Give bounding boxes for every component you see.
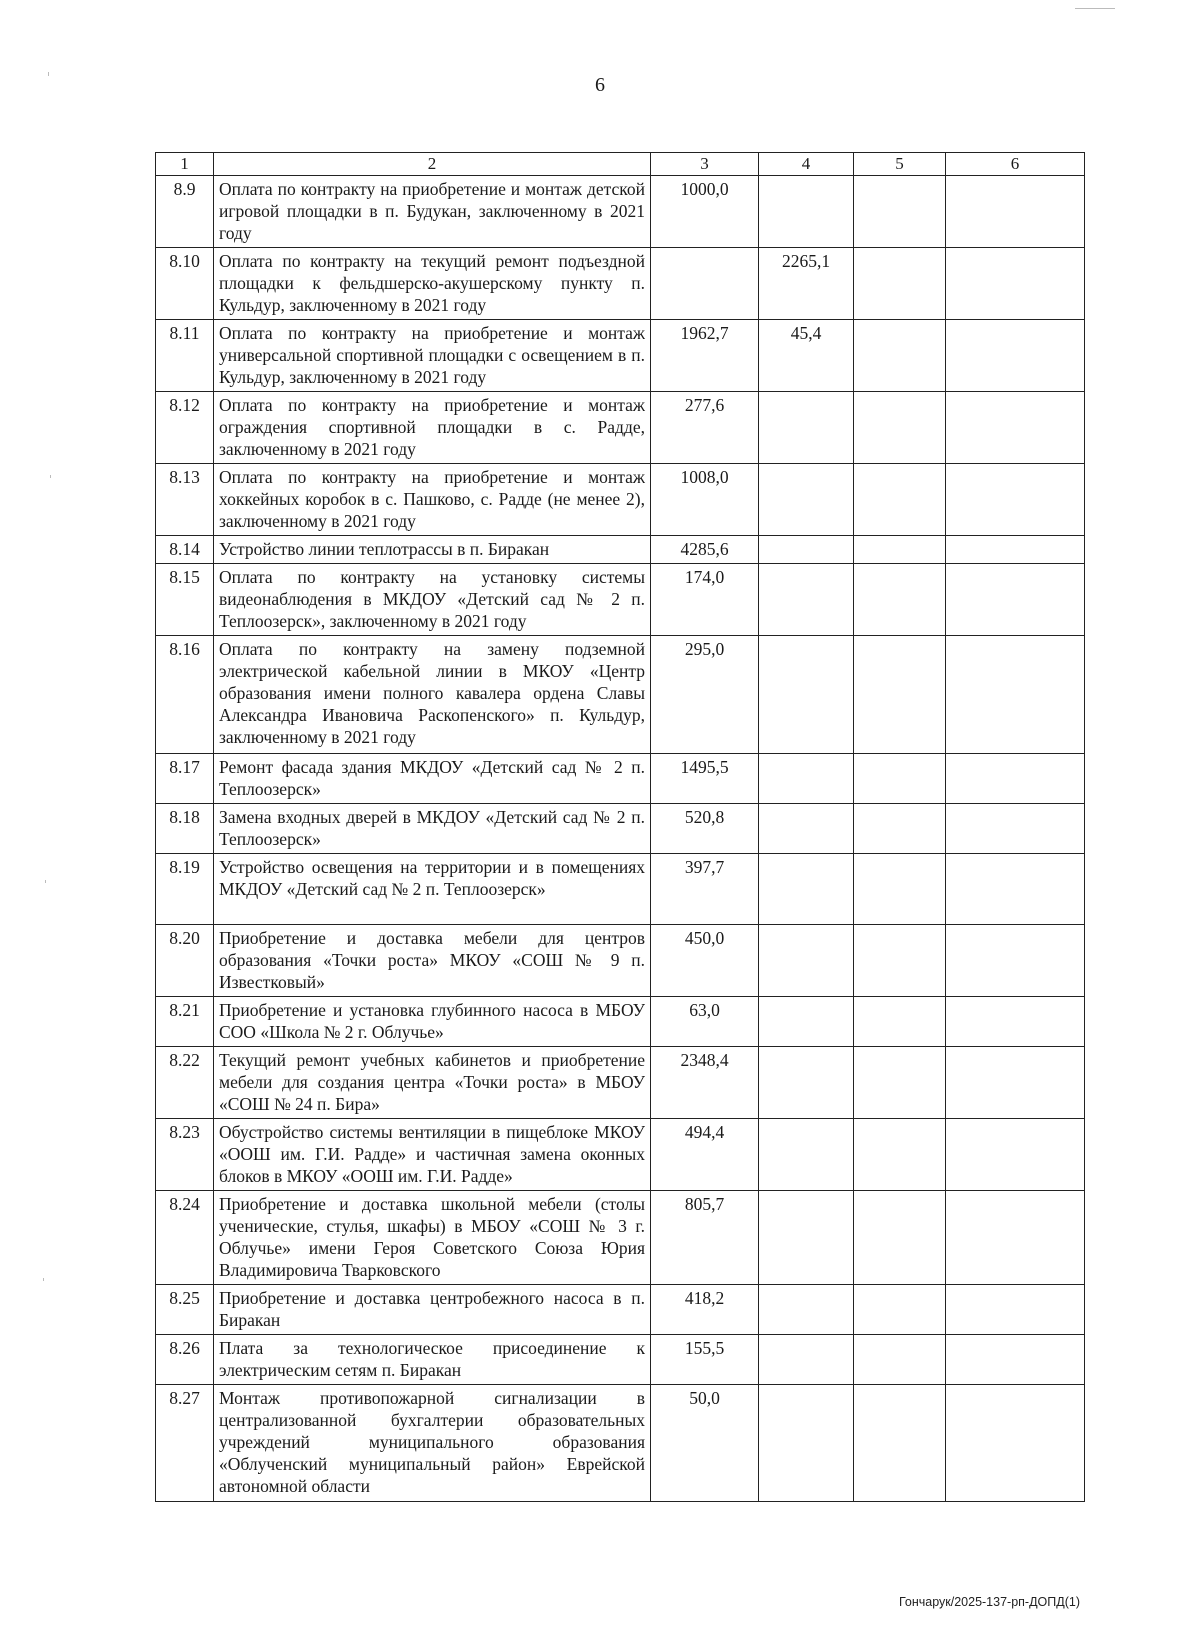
row-col6-value <box>946 1385 1085 1502</box>
row-col4-value <box>759 176 854 248</box>
row-number-cell: 8.25 <box>156 1285 214 1335</box>
row-col3-value: 1962,7 <box>651 320 759 392</box>
row-col6-value <box>946 925 1085 997</box>
row-description-cell: Оплата по контракту на приобретение и монтаж хоккейных коробок в с. Пашково, с. Радде (не менее 2), заключенному в 2021 году <box>214 464 651 536</box>
row-col4-value <box>759 854 854 925</box>
row-col5-value <box>854 754 946 804</box>
row-description-cell: Плата за технологическое присоединение к электрическим сетям п. Биракан <box>214 1335 651 1385</box>
row-col4-value <box>759 564 854 636</box>
row-col3-value <box>651 248 759 320</box>
row-number-cell: 8.24 <box>156 1191 214 1285</box>
row-col4-value <box>759 804 854 854</box>
row-col6-value <box>946 997 1085 1047</box>
row-number-cell: 8.13 <box>156 464 214 536</box>
row-number-cell: 8.18 <box>156 804 214 854</box>
row-col4-value: 2265,1 <box>759 248 854 320</box>
table-row <box>156 392 1085 464</box>
row-description-cell: Приобретение и установка глубинного насоса в МБОУ СОО «Школа № 2 г. Облучье» <box>214 997 651 1047</box>
table-header-row <box>156 153 1085 176</box>
table-row <box>156 464 1085 536</box>
row-number-cell: 8.16 <box>156 636 214 754</box>
row-number-cell: 8.15 <box>156 564 214 636</box>
row-col3-value: 418,2 <box>651 1285 759 1335</box>
document-code: Гончарук/2025-137-рп-ДОПД(1) <box>898 1595 1080 1609</box>
table-row <box>156 536 1085 564</box>
row-col5-value <box>854 1191 946 1285</box>
table-row <box>156 636 1085 754</box>
row-col4-value <box>759 536 854 564</box>
row-number-cell: 8.26 <box>156 1335 214 1385</box>
row-col3-value: 4285,6 <box>651 536 759 564</box>
row-col4-value <box>759 1191 854 1285</box>
row-number-cell: 8.11 <box>156 320 214 392</box>
row-col3-value: 1495,5 <box>651 754 759 804</box>
header-cell: 6 <box>946 153 1085 176</box>
row-number-cell: 8.14 <box>156 536 214 564</box>
row-col6-value <box>946 1047 1085 1119</box>
row-col6-value <box>946 536 1085 564</box>
row-description-cell: Оплата по контракту на установку системы видеонаблюдения в МКДОУ «Детский сад № 2 п. Теплоозерск», заключенному в 2021 году <box>214 564 651 636</box>
row-col5-value <box>854 536 946 564</box>
row-description-cell: Монтаж противопожарной сигнализации в централизованной бухгалтерии образовательных учреждений муниципального образования «Облученский муниципальный район» Еврейской автономной области <box>214 1385 651 1502</box>
row-col5-value <box>854 997 946 1047</box>
row-col6-value <box>946 248 1085 320</box>
row-number-cell: 8.19 <box>156 854 214 925</box>
row-col6-value <box>946 804 1085 854</box>
row-description-cell: Обустройство системы вентиляции в пищеблоке МКОУ «ООШ им. Г.И. Радде» и частичная замена оконных блоков в МКОУ «ООШ им. Г.И. Радде» <box>214 1119 651 1191</box>
table-row <box>156 1191 1085 1285</box>
row-col4-value <box>759 1285 854 1335</box>
row-col3-value: 295,0 <box>651 636 759 754</box>
row-number-cell: 8.9 <box>156 176 214 248</box>
row-col3-value: 2348,4 <box>651 1047 759 1119</box>
row-col3-value: 397,7 <box>651 854 759 925</box>
table-row <box>156 176 1085 248</box>
row-col4-value <box>759 464 854 536</box>
row-col6-value <box>946 464 1085 536</box>
row-col5-value <box>854 564 946 636</box>
table-row <box>156 1119 1085 1191</box>
row-description-cell: Оплата по контракту на приобретение и монтаж ограждения спортивной площадки в с. Радде, заключенному в 2021 году <box>214 392 651 464</box>
row-col6-value <box>946 754 1085 804</box>
row-col6-value <box>946 392 1085 464</box>
row-col5-value <box>854 636 946 754</box>
row-col5-value <box>854 1119 946 1191</box>
row-col6-value <box>946 1335 1085 1385</box>
row-description-cell: Замена входных дверей в МКДОУ «Детский сад № 2 п. Теплоозерск» <box>214 804 651 854</box>
table-row <box>156 925 1085 997</box>
row-col3-value: 494,4 <box>651 1119 759 1191</box>
table-row <box>156 1335 1085 1385</box>
row-number-cell: 8.27 <box>156 1385 214 1502</box>
row-col3-value: 1000,0 <box>651 176 759 248</box>
table-row <box>156 320 1085 392</box>
row-description-cell: Оплата по контракту на замену подземной электрической кабельной линии в МКОУ «Центр образования имени полного кавалера ордена Славы Александра Ивановича Раскопенского» п. Кульдур, заключенному в 2021 году <box>214 636 651 754</box>
row-number-cell: 8.22 <box>156 1047 214 1119</box>
row-col4-value <box>759 997 854 1047</box>
row-number-cell: 8.12 <box>156 392 214 464</box>
row-col5-value <box>854 320 946 392</box>
row-col5-value <box>854 925 946 997</box>
row-col5-value <box>854 1385 946 1502</box>
table-row <box>156 248 1085 320</box>
row-description-cell: Устройство освещения на территории и в помещениях МКДОУ «Детский сад № 2 п. Теплоозерск» <box>214 854 651 925</box>
row-col6-value <box>946 854 1085 925</box>
row-description-cell: Ремонт фасада здания МКДОУ «Детский сад № 2 п. Теплоозерск» <box>214 754 651 804</box>
row-col4-value <box>759 1385 854 1502</box>
row-col5-value <box>854 248 946 320</box>
row-number-cell: 8.21 <box>156 997 214 1047</box>
table-row <box>156 1285 1085 1335</box>
row-col4-value <box>759 754 854 804</box>
row-col3-value: 155,5 <box>651 1335 759 1385</box>
row-number-cell: 8.10 <box>156 248 214 320</box>
row-description-cell: Приобретение и доставка центробежного насоса в п. Биракан <box>214 1285 651 1335</box>
row-col5-value <box>854 392 946 464</box>
row-description-cell: Приобретение и доставка мебели для центров образования «Точки роста» МКОУ «СОШ № 9 п. Известковый» <box>214 925 651 997</box>
row-col6-value <box>946 636 1085 754</box>
row-col3-value: 805,7 <box>651 1191 759 1285</box>
row-col5-value <box>854 464 946 536</box>
row-col4-value <box>759 392 854 464</box>
row-description-cell: Текущий ремонт учебных кабинетов и приобретение мебели для создания центра «Точки роста» в МБОУ «СОШ № 24 п. Бира» <box>214 1047 651 1119</box>
page-number: 6 <box>595 74 605 96</box>
row-number-cell: 8.23 <box>156 1119 214 1191</box>
row-col6-value <box>946 564 1085 636</box>
scan-mark <box>45 880 46 883</box>
row-description-cell: Оплата по контракту на текущий ремонт подъездной площадки к фельдшерско-акушерскому пункту п. Кульдур, заключенному в 2021 году <box>214 248 651 320</box>
row-number-cell: 8.20 <box>156 925 214 997</box>
row-col5-value <box>854 1335 946 1385</box>
header-cell: 2 <box>214 153 651 176</box>
row-col6-value <box>946 1119 1085 1191</box>
row-col6-value <box>946 320 1085 392</box>
table-row <box>156 754 1085 804</box>
row-col5-value <box>854 804 946 854</box>
row-col6-value <box>946 1285 1085 1335</box>
row-col4-value <box>759 925 854 997</box>
table-row <box>156 1385 1085 1502</box>
row-col6-value <box>946 176 1085 248</box>
row-description-cell: Оплата по контракту на приобретение и монтаж детской игровой площадки в п. Будукан, заключенному в 2021 году <box>214 176 651 248</box>
row-description-cell: Оплата по контракту на приобретение и монтаж универсальной спортивной площадки с освещением в п. Кульдур, заключенному в 2021 году <box>214 320 651 392</box>
table-row <box>156 997 1085 1047</box>
row-col4-value <box>759 1047 854 1119</box>
row-col3-value: 174,0 <box>651 564 759 636</box>
header-cell: 3 <box>651 153 759 176</box>
budget-table <box>155 152 1085 1502</box>
row-col3-value: 277,6 <box>651 392 759 464</box>
row-col3-value: 50,0 <box>651 1385 759 1502</box>
table-row <box>156 854 1085 925</box>
header-cell: 4 <box>759 153 854 176</box>
row-col4-value <box>759 636 854 754</box>
row-col5-value <box>854 1285 946 1335</box>
row-col4-value: 45,4 <box>759 320 854 392</box>
row-col5-value <box>854 1047 946 1119</box>
row-col3-value: 1008,0 <box>651 464 759 536</box>
scan-mark <box>48 72 49 76</box>
row-col6-value <box>946 1191 1085 1285</box>
table-row <box>156 564 1085 636</box>
scan-mark <box>1075 8 1115 9</box>
table-row <box>156 804 1085 854</box>
row-col5-value <box>854 854 946 925</box>
row-col4-value <box>759 1335 854 1385</box>
table-row <box>156 1047 1085 1119</box>
row-number-cell: 8.17 <box>156 754 214 804</box>
row-col4-value <box>759 1119 854 1191</box>
row-col5-value <box>854 176 946 248</box>
scan-mark <box>50 475 51 478</box>
header-cell: 1 <box>156 153 214 176</box>
row-col3-value: 520,8 <box>651 804 759 854</box>
header-cell: 5 <box>854 153 946 176</box>
scan-mark <box>43 1278 44 1281</box>
row-description-cell: Устройство линии теплотрассы в п. Биракан <box>214 536 651 564</box>
row-col3-value: 63,0 <box>651 997 759 1047</box>
row-description-cell: Приобретение и доставка школьной мебели (столы ученические, стулья, шкафы) в МБОУ «СОШ № 3 г. Облучье» имени Героя Советского Союза Юрия Владимировича Тварковского <box>214 1191 651 1285</box>
row-col3-value: 450,0 <box>651 925 759 997</box>
